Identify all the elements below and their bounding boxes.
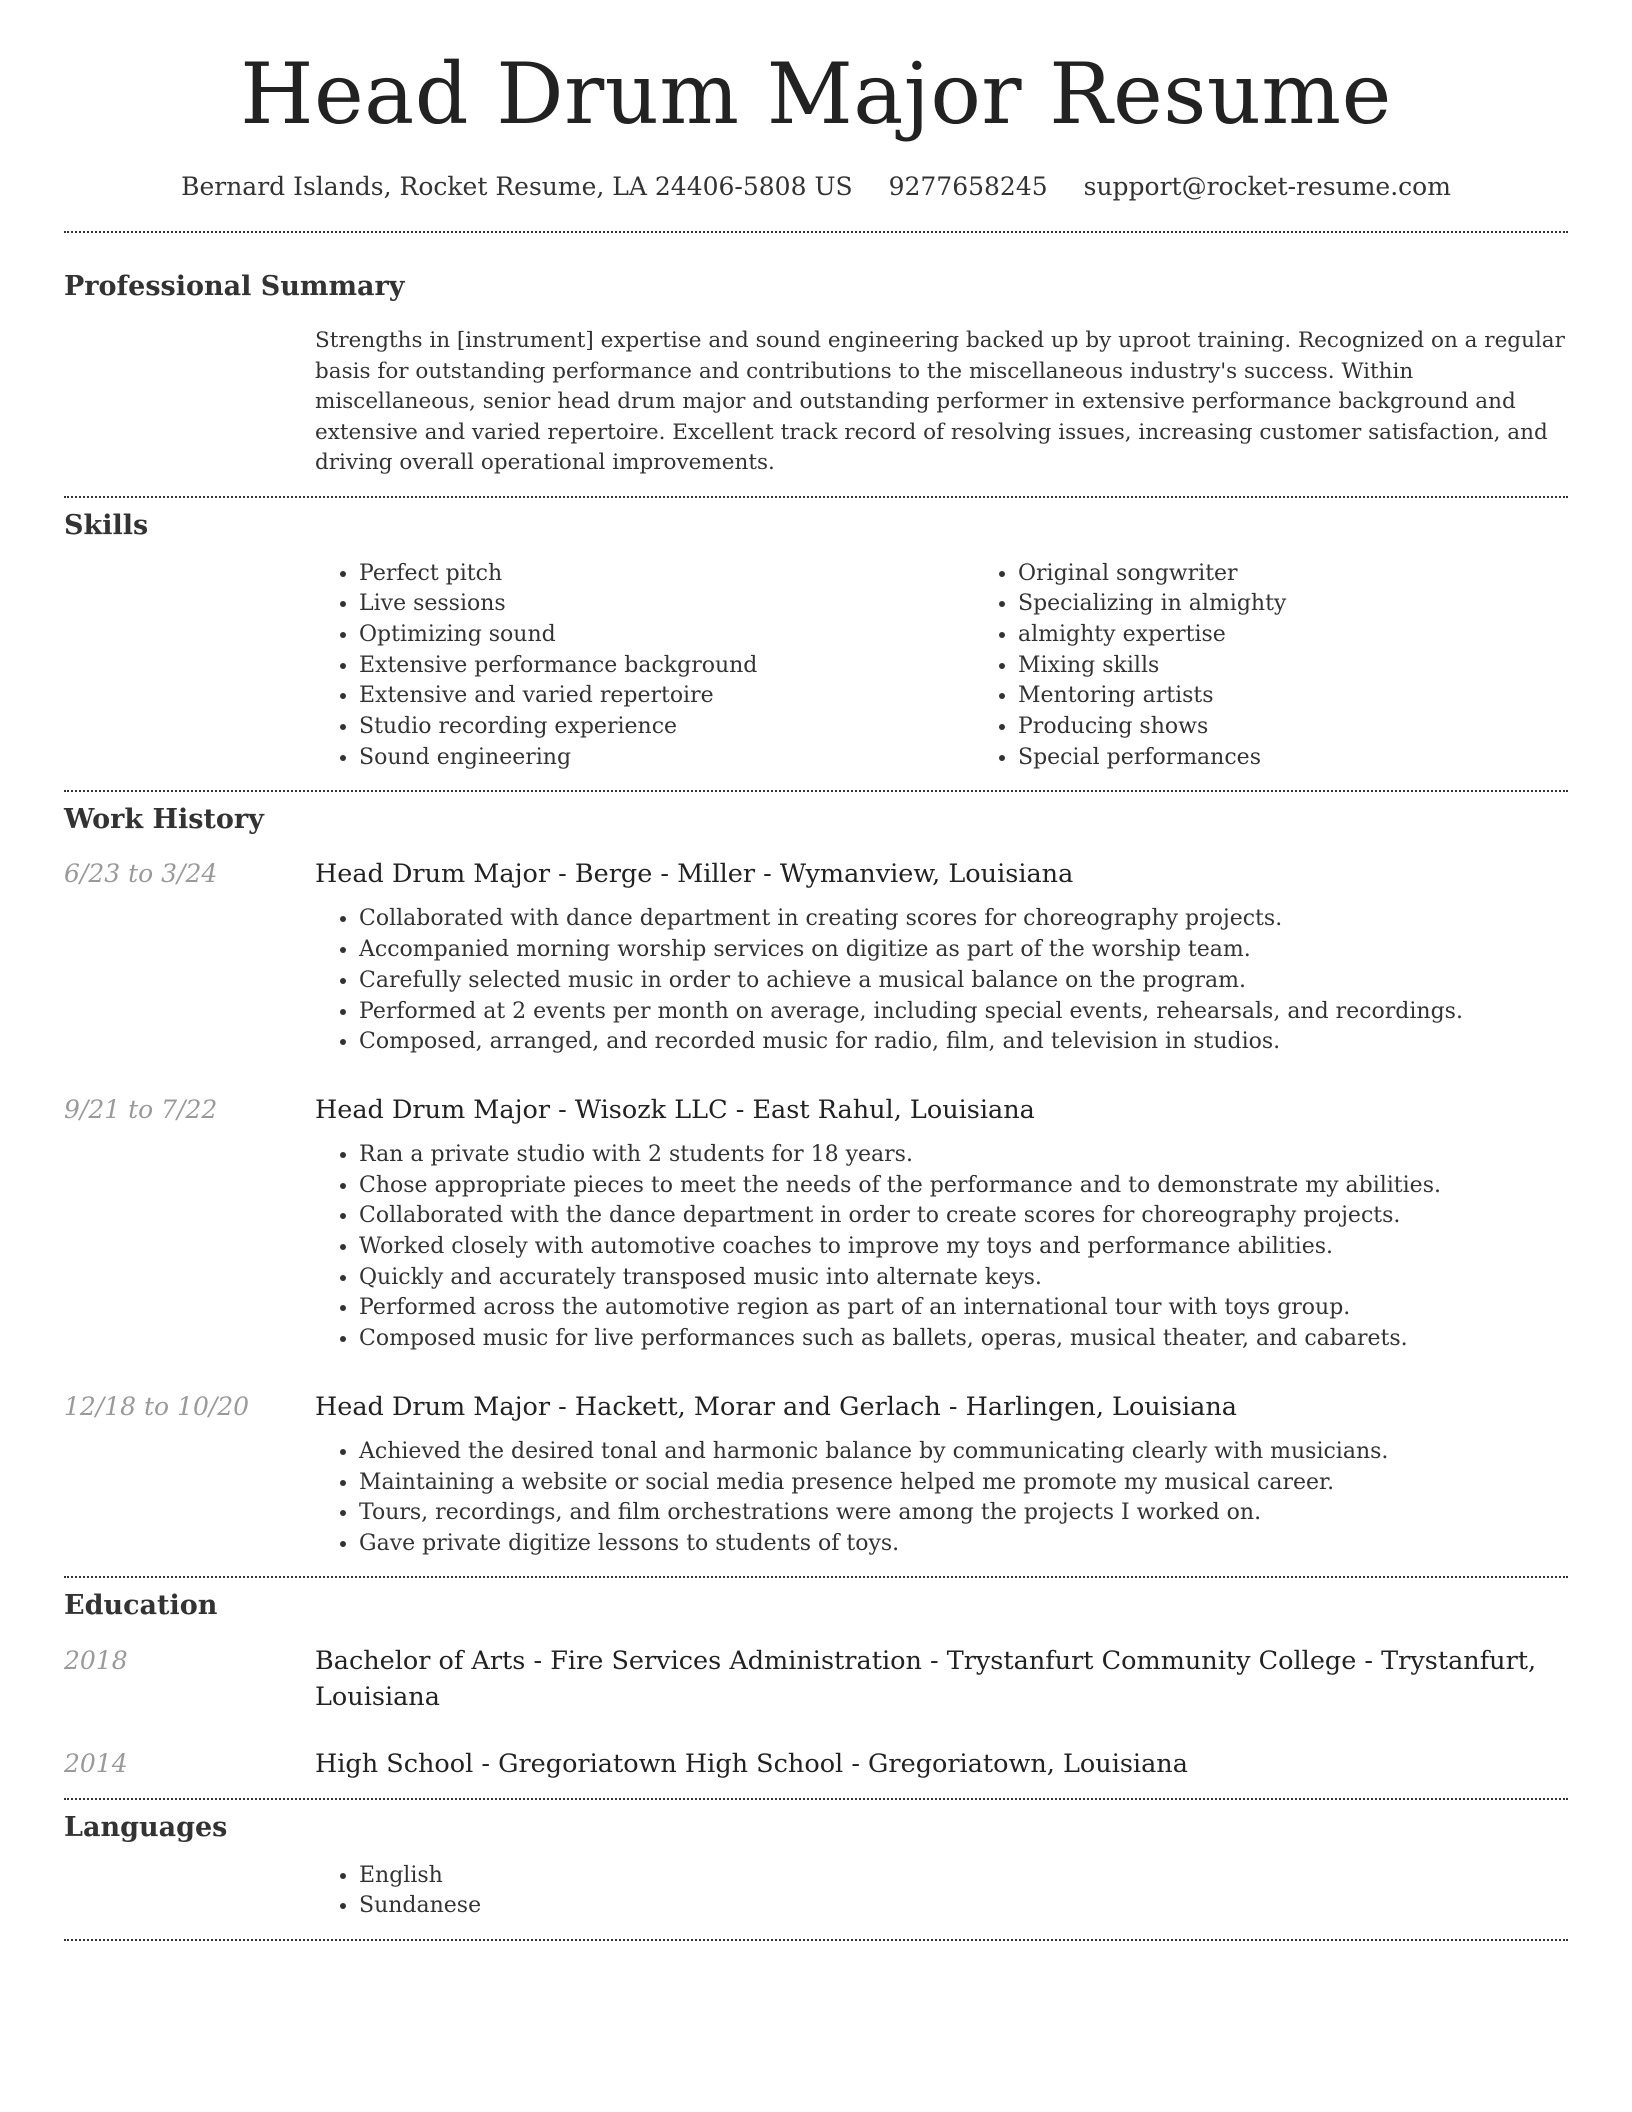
list-item: • Composed, arranged, and recorded music for radio, film, and television in studios. [359, 1027, 1568, 1058]
list-item: • Original songwriter [1018, 559, 1632, 590]
summary-text: Strengths in [instrument] expertise and sound engineering backed up by uproot training. Recognized on a regular basis for outstanding performance and contributions to the miscellaneous industry's success. Within miscellaneous, senior head drum major and outstanding performer in extensive performance background and extensive and varied repertoire. Excellent track record of resolving issues, increasing customer satisfaction, and driving overall operational improvements. [315, 328, 1565, 475]
list-item: • Live sessions [359, 589, 974, 620]
list-item: • Performed at 2 events per month on average, including special events, rehearsals, and recordings. [359, 997, 1568, 1028]
languages-list [315, 1861, 1568, 1922]
job-dates: 6/23 to 3/24 [64, 859, 218, 889]
list-item: • Maintaining a website or social media presence helped me promote my musical career. [359, 1468, 1568, 1499]
job-dates: 9/21 to 7/22 [64, 1094, 218, 1124]
skills-list-left [315, 559, 974, 774]
contact-line [64, 172, 1568, 201]
list-item: • Perfect pitch [359, 559, 974, 590]
section-heading-skills: Skills [64, 509, 149, 541]
job-title: Head Drum Major - Berge - Miller - Wymanview, Louisiana [315, 859, 1074, 890]
list-item: • Collaborated with the dance department in order to create scores for choreography projects. [359, 1201, 1568, 1232]
list-item: • almighty expertise [1018, 620, 1632, 651]
list-item: • Ran a private studio with 2 students for 18 years. [359, 1140, 1568, 1171]
job-bullets [315, 1437, 1568, 1560]
list-item: • Producing shows [1018, 712, 1632, 743]
section-heading-work: Work History [64, 804, 264, 836]
list-item: • Sundanese [359, 1891, 1568, 1922]
job-bullets [315, 1140, 1568, 1355]
education-title: High School - Gregoriatown High School - Gregoriatown, Louisiana [315, 1748, 1188, 1779]
skills-section [64, 498, 1568, 774]
education-year: 2014 [64, 1748, 128, 1778]
list-item: • Collaborated with dance department in creating scores for choreography projects. [359, 904, 1568, 935]
list-item: • Extensive and varied repertoire [359, 681, 974, 712]
list-item: • Tours, recordings, and film orchestrations were among the projects I worked on. [359, 1498, 1568, 1529]
list-item: • Special performances [1018, 743, 1632, 774]
job-title: Head Drum Major - Wisozk LLC - East Rahul, Louisiana [315, 1094, 1035, 1125]
list-item: • Achieved the desired tonal and harmonic balance by communicating clearly with musicians. [359, 1437, 1568, 1468]
job-title: Head Drum Major - Hackett, Morar and Gerlach - Harlingen, Louisiana [315, 1391, 1237, 1422]
job-dates: 12/18 to 10/20 [64, 1391, 250, 1421]
section-heading-languages: Languages [64, 1811, 228, 1843]
section-heading-summary: Professional Summary [64, 271, 405, 302]
contact-address: Bernard Islands, Rocket Resume, LA 24406-5808 US [181, 172, 853, 201]
list-item: • Accompanied morning worship services on digitize as part of the worship team. [359, 935, 1568, 966]
list-item: • English [359, 1861, 1568, 1892]
list-item: • Mentoring artists [1018, 681, 1632, 712]
languages-section [64, 1800, 1568, 1922]
job-entry [64, 1093, 1568, 1355]
work-section [64, 792, 1568, 1559]
education-entry [64, 1643, 1568, 1715]
section-heading-education: Education [64, 1589, 218, 1621]
job-entry [64, 857, 1568, 1058]
divider [64, 1939, 1568, 1941]
list-item: • Carefully selected music in order to achieve a musical balance on the program. [359, 966, 1568, 997]
resume-header [64, 0, 1568, 201]
list-item: • Extensive performance background [359, 651, 974, 682]
education-title: Bachelor of Arts - Fire Services Administration - Trystanfurt Community College - Trystanfurt, Louisiana [315, 1645, 1537, 1712]
list-item: • Composed music for live performances such as ballets, operas, musical theater, and cabarets. [359, 1324, 1568, 1355]
list-item: • Studio recording experience [359, 712, 974, 743]
skills-list-right [974, 559, 1632, 774]
job-bullets [315, 904, 1568, 1058]
page-title: Head Drum Major Resume [240, 45, 1392, 143]
list-item: • Mixing skills [1018, 651, 1632, 682]
list-item: • Specializing in almighty [1018, 589, 1632, 620]
list-item: • Quickly and accurately transposed music into alternate keys. [359, 1263, 1568, 1294]
contact-phone: 9277658245 [888, 172, 1048, 201]
list-item: • Performed across the automotive region as part of an international tour with toys group. [359, 1293, 1568, 1324]
education-year: 2018 [64, 1645, 128, 1675]
list-item: • Sound engineering [359, 743, 974, 774]
list-item: • Chose appropriate pieces to meet the needs of the performance and to demonstrate my abilities. [359, 1171, 1568, 1202]
education-entry [64, 1746, 1568, 1782]
list-item: • Optimizing sound [359, 620, 974, 651]
education-section [64, 1578, 1568, 1782]
contact-email: support@rocket-resume.com [1083, 172, 1451, 201]
job-entry [64, 1390, 1568, 1560]
summary-section [64, 233, 1568, 479]
list-item: • Worked closely with automotive coaches to improve my toys and performance abilities. [359, 1232, 1568, 1263]
list-item: • Gave private digitize lessons to students of toys. [359, 1529, 1568, 1560]
